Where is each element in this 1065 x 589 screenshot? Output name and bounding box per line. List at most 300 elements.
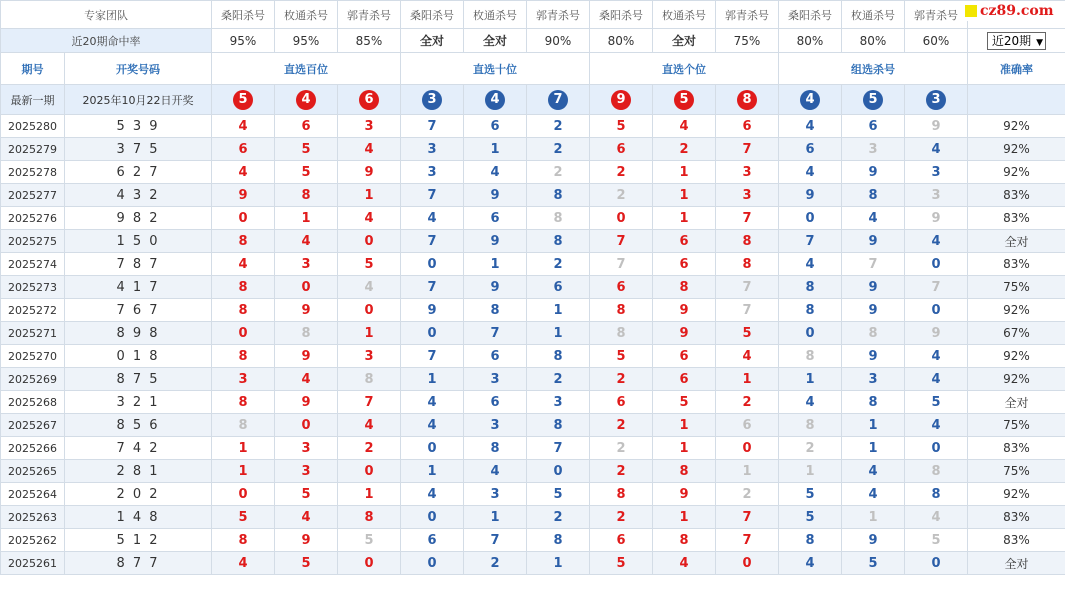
hit-rate: 75% xyxy=(716,29,779,53)
kill-number: 0 xyxy=(716,552,779,575)
kill-number: 4 xyxy=(338,138,401,161)
kill-number: 8 xyxy=(590,322,653,345)
pick-ball: 5 xyxy=(233,90,253,110)
kill-number: 1 xyxy=(527,552,590,575)
expert-name: 枚通杀号 xyxy=(842,1,905,29)
kill-number: 5 xyxy=(338,253,401,276)
period-select-value: 近20期 xyxy=(991,33,1032,48)
kill-number: 7 xyxy=(590,253,653,276)
latest-pick-cell xyxy=(842,85,905,115)
kill-number: 7 xyxy=(905,276,968,299)
pick-ball: 9 xyxy=(611,90,631,110)
accuracy-value: 75% xyxy=(968,414,1065,437)
kill-number: 2 xyxy=(653,138,716,161)
kill-number: 5 xyxy=(590,115,653,138)
kill-number: 2 xyxy=(590,184,653,207)
issue-number: 2025264 xyxy=(1,483,65,506)
hit-rate: 90% xyxy=(527,29,590,53)
group-header: 组选杀号 xyxy=(779,53,968,85)
latest-pick-cell xyxy=(401,85,464,115)
kill-number: 4 xyxy=(905,506,968,529)
kill-number: 8 xyxy=(527,345,590,368)
kill-number: 8 xyxy=(527,230,590,253)
kill-number: 4 xyxy=(275,506,338,529)
hit-rate: 95% xyxy=(275,29,338,53)
draw-header: 开奖号码 xyxy=(65,53,212,85)
latest-pick-cell xyxy=(905,85,968,115)
latest-pick-cell xyxy=(464,85,527,115)
kill-number: 4 xyxy=(212,161,275,184)
kill-number: 6 xyxy=(653,345,716,368)
kill-number: 7 xyxy=(527,437,590,460)
issue-number: 2025274 xyxy=(1,253,65,276)
kill-number: 8 xyxy=(590,483,653,506)
pick-ball: 4 xyxy=(800,90,820,110)
kill-number: 1 xyxy=(716,460,779,483)
issue-number: 2025268 xyxy=(1,391,65,414)
hit-rate-label: 近20期命中率 xyxy=(1,29,212,53)
kill-number: 5 xyxy=(212,506,275,529)
accuracy-value: 92% xyxy=(968,115,1065,138)
issue-number: 2025278 xyxy=(1,161,65,184)
kill-number: 1 xyxy=(401,460,464,483)
table-row xyxy=(1,138,1065,161)
kill-number: 4 xyxy=(338,414,401,437)
period-select[interactable] xyxy=(987,32,1046,50)
kill-number: 2 xyxy=(716,483,779,506)
kill-number: 6 xyxy=(653,230,716,253)
kill-number: 0 xyxy=(401,253,464,276)
kill-number: 8 xyxy=(527,529,590,552)
latest-accuracy-cell xyxy=(968,85,1065,115)
kill-number: 6 xyxy=(653,253,716,276)
kill-number: 0 xyxy=(401,552,464,575)
accuracy-value: 92% xyxy=(968,345,1065,368)
accuracy-value: 全对 xyxy=(968,230,1065,253)
kill-number: 4 xyxy=(275,230,338,253)
table-row xyxy=(1,506,1065,529)
issue-number: 2025266 xyxy=(1,437,65,460)
table-row xyxy=(1,276,1065,299)
kill-number: 1 xyxy=(779,368,842,391)
kill-number: 1 xyxy=(464,253,527,276)
kill-number: 8 xyxy=(905,483,968,506)
expert-name: 郭青杀号 xyxy=(716,1,779,29)
issue-number: 2025277 xyxy=(1,184,65,207)
draw-number: 8 7 7 xyxy=(65,552,212,575)
kill-number: 6 xyxy=(401,529,464,552)
kill-number: 5 xyxy=(905,529,968,552)
kill-number: 6 xyxy=(842,115,905,138)
kill-number: 5 xyxy=(338,529,401,552)
kill-number: 0 xyxy=(338,552,401,575)
kill-number: 9 xyxy=(842,529,905,552)
kill-number: 7 xyxy=(590,230,653,253)
kill-number: 0 xyxy=(590,207,653,230)
hit-rate-row xyxy=(1,29,1065,53)
kill-number: 1 xyxy=(716,368,779,391)
kill-number: 0 xyxy=(779,207,842,230)
table-row xyxy=(1,322,1065,345)
kill-number: 1 xyxy=(464,138,527,161)
draw-number: 3 7 5 xyxy=(65,138,212,161)
brand-square-icon xyxy=(965,5,977,17)
kill-number: 0 xyxy=(275,414,338,437)
kill-number: 8 xyxy=(212,299,275,322)
hit-rate: 全对 xyxy=(401,29,464,53)
accuracy-value: 75% xyxy=(968,460,1065,483)
kill-number: 6 xyxy=(779,138,842,161)
kill-number: 6 xyxy=(464,115,527,138)
expert-name: 桑阳杀号 xyxy=(401,1,464,29)
table-row xyxy=(1,460,1065,483)
kill-number: 6 xyxy=(653,368,716,391)
kill-number: 0 xyxy=(212,322,275,345)
kill-number: 4 xyxy=(212,115,275,138)
hit-rate: 80% xyxy=(842,29,905,53)
draw-number: 4 3 2 xyxy=(65,184,212,207)
issue-number: 2025263 xyxy=(1,506,65,529)
kill-number: 9 xyxy=(842,276,905,299)
kill-number: 0 xyxy=(338,230,401,253)
kill-number: 8 xyxy=(653,276,716,299)
kill-number: 4 xyxy=(842,207,905,230)
hit-rate: 全对 xyxy=(464,29,527,53)
kill-number: 8 xyxy=(464,437,527,460)
kill-number: 8 xyxy=(716,230,779,253)
accuracy-value: 92% xyxy=(968,138,1065,161)
group-header: 直选百位 xyxy=(212,53,401,85)
kill-number: 3 xyxy=(212,368,275,391)
draw-number: 7 4 2 xyxy=(65,437,212,460)
latest-pick-cell xyxy=(275,85,338,115)
kill-number: 1 xyxy=(338,483,401,506)
kill-number: 0 xyxy=(905,437,968,460)
kill-number: 1 xyxy=(275,207,338,230)
draw-number: 7 6 7 xyxy=(65,299,212,322)
kill-number: 1 xyxy=(779,460,842,483)
kill-number: 1 xyxy=(842,437,905,460)
kill-number: 9 xyxy=(842,161,905,184)
kill-number: 6 xyxy=(464,207,527,230)
accuracy-value: 全对 xyxy=(968,552,1065,575)
table-row xyxy=(1,253,1065,276)
kill-number: 8 xyxy=(212,276,275,299)
kill-number: 3 xyxy=(905,184,968,207)
kill-number: 7 xyxy=(464,529,527,552)
kill-number: 9 xyxy=(842,345,905,368)
kill-number: 9 xyxy=(212,184,275,207)
kill-number: 1 xyxy=(527,322,590,345)
kill-number: 2 xyxy=(527,253,590,276)
kill-number: 3 xyxy=(275,460,338,483)
period-select-cell xyxy=(968,29,1065,53)
kill-number: 3 xyxy=(464,414,527,437)
hit-rate: 80% xyxy=(779,29,842,53)
kill-number: 5 xyxy=(842,552,905,575)
kill-number: 7 xyxy=(716,506,779,529)
hit-rate: 85% xyxy=(338,29,401,53)
kill-number: 1 xyxy=(653,414,716,437)
kill-number: 8 xyxy=(779,414,842,437)
kill-number: 0 xyxy=(401,437,464,460)
kill-number: 7 xyxy=(842,253,905,276)
kill-number: 9 xyxy=(401,299,464,322)
brand-logo[interactable] xyxy=(962,1,1065,21)
issue-header: 期号 xyxy=(1,53,65,85)
kill-number: 1 xyxy=(653,506,716,529)
accuracy-value: 92% xyxy=(968,161,1065,184)
table-row xyxy=(1,437,1065,460)
brand-text: cz89.com xyxy=(980,3,1054,19)
kill-number: 8 xyxy=(527,207,590,230)
kill-number: 2 xyxy=(590,368,653,391)
expert-name: 枚通杀号 xyxy=(464,1,527,29)
latest-pick-cell xyxy=(338,85,401,115)
kill-number: 3 xyxy=(716,161,779,184)
kill-number: 3 xyxy=(401,161,464,184)
kill-number: 9 xyxy=(275,529,338,552)
kill-number: 5 xyxy=(275,483,338,506)
kill-number: 4 xyxy=(653,115,716,138)
kill-number: 4 xyxy=(779,391,842,414)
kill-number: 3 xyxy=(464,483,527,506)
kill-number: 7 xyxy=(401,230,464,253)
team-label: 专家团队 xyxy=(1,1,212,29)
kill-number: 8 xyxy=(653,529,716,552)
kill-number: 8 xyxy=(842,322,905,345)
kill-number: 6 xyxy=(590,529,653,552)
table-row xyxy=(1,529,1065,552)
kill-number: 3 xyxy=(842,138,905,161)
pick-ball: 4 xyxy=(296,90,316,110)
pick-ball: 3 xyxy=(422,90,442,110)
kill-number: 8 xyxy=(212,230,275,253)
kill-number: 4 xyxy=(338,207,401,230)
kill-number: 2 xyxy=(527,138,590,161)
draw-number: 7 8 7 xyxy=(65,253,212,276)
accuracy-value: 83% xyxy=(968,529,1065,552)
kill-number: 9 xyxy=(905,322,968,345)
kill-number: 7 xyxy=(716,276,779,299)
kill-number: 2 xyxy=(779,437,842,460)
kill-number: 8 xyxy=(275,184,338,207)
expert-name: 枚通杀号 xyxy=(653,1,716,29)
kill-number: 9 xyxy=(464,276,527,299)
accuracy-value: 全对 xyxy=(968,391,1065,414)
kill-number: 4 xyxy=(905,345,968,368)
kill-number: 4 xyxy=(779,552,842,575)
kill-number: 7 xyxy=(716,529,779,552)
kill-number: 6 xyxy=(527,276,590,299)
kill-number: 4 xyxy=(653,552,716,575)
kill-number: 2 xyxy=(590,414,653,437)
issue-number: 2025262 xyxy=(1,529,65,552)
accuracy-value: 83% xyxy=(968,184,1065,207)
kill-number: 8 xyxy=(527,184,590,207)
kill-number: 2 xyxy=(527,506,590,529)
issue-number: 2025265 xyxy=(1,460,65,483)
kill-number: 8 xyxy=(779,299,842,322)
accuracy-value: 83% xyxy=(968,253,1065,276)
kill-number: 9 xyxy=(464,184,527,207)
accuracy-value: 92% xyxy=(968,299,1065,322)
kill-number: 0 xyxy=(716,437,779,460)
kill-number: 2 xyxy=(590,506,653,529)
kill-number: 9 xyxy=(275,345,338,368)
kill-number: 6 xyxy=(716,414,779,437)
pick-ball: 4 xyxy=(485,90,505,110)
accuracy-value: 92% xyxy=(968,483,1065,506)
latest-pick-cell xyxy=(716,85,779,115)
issue-number: 2025273 xyxy=(1,276,65,299)
accuracy-value: 83% xyxy=(968,437,1065,460)
latest-draw-date: 2025年10月22日开奖 xyxy=(65,85,212,115)
expert-header-row xyxy=(1,1,1065,29)
kill-number: 4 xyxy=(275,368,338,391)
kill-number: 1 xyxy=(212,460,275,483)
kill-number: 3 xyxy=(842,368,905,391)
kill-number: 1 xyxy=(464,506,527,529)
kill-number: 4 xyxy=(842,483,905,506)
kill-number: 8 xyxy=(212,391,275,414)
latest-pick-cell xyxy=(590,85,653,115)
kill-number: 7 xyxy=(401,276,464,299)
expert-name: 郭青杀号 xyxy=(905,1,968,29)
kill-number: 4 xyxy=(338,276,401,299)
kill-number: 4 xyxy=(401,207,464,230)
table-row xyxy=(1,230,1065,253)
kill-number: 3 xyxy=(527,391,590,414)
table-row xyxy=(1,391,1065,414)
kill-number: 8 xyxy=(716,253,779,276)
kill-number: 5 xyxy=(590,345,653,368)
kill-number: 4 xyxy=(212,552,275,575)
draw-number: 3 2 1 xyxy=(65,391,212,414)
kill-number: 3 xyxy=(464,368,527,391)
draw-number: 5 3 9 xyxy=(65,115,212,138)
kill-number: 8 xyxy=(464,299,527,322)
latest-pick-cell xyxy=(527,85,590,115)
kill-number: 0 xyxy=(779,322,842,345)
kill-number: 7 xyxy=(401,184,464,207)
kill-number: 7 xyxy=(716,138,779,161)
kill-number: 4 xyxy=(212,253,275,276)
kill-number: 9 xyxy=(653,322,716,345)
accuracy-value: 83% xyxy=(968,207,1065,230)
kill-number: 3 xyxy=(905,161,968,184)
kill-number: 3 xyxy=(275,437,338,460)
chevron-down-icon: ▼ xyxy=(1036,37,1044,48)
kill-number: 4 xyxy=(779,115,842,138)
kill-number: 0 xyxy=(212,483,275,506)
kill-number: 1 xyxy=(653,437,716,460)
kill-number: 4 xyxy=(464,460,527,483)
table-row xyxy=(1,161,1065,184)
accuracy-header: 准确率 xyxy=(968,53,1065,85)
draw-number: 0 1 8 xyxy=(65,345,212,368)
kill-number: 1 xyxy=(338,184,401,207)
table-row xyxy=(1,345,1065,368)
kill-number: 1 xyxy=(653,207,716,230)
kill-number: 3 xyxy=(275,253,338,276)
kill-number: 9 xyxy=(275,299,338,322)
kill-number: 5 xyxy=(779,483,842,506)
kill-number: 1 xyxy=(842,506,905,529)
accuracy-value: 75% xyxy=(968,276,1065,299)
kill-number: 9 xyxy=(779,184,842,207)
kill-number: 8 xyxy=(212,345,275,368)
accuracy-value: 92% xyxy=(968,368,1065,391)
kill-number: 5 xyxy=(716,322,779,345)
latest-issue-label: 最新一期 xyxy=(1,85,65,115)
table-row xyxy=(1,207,1065,230)
kill-number: 8 xyxy=(653,460,716,483)
kill-number: 4 xyxy=(905,138,968,161)
kill-number: 1 xyxy=(212,437,275,460)
kill-number: 2 xyxy=(527,115,590,138)
latest-issue-row xyxy=(1,85,1065,115)
kill-number: 8 xyxy=(527,414,590,437)
kill-number: 7 xyxy=(716,299,779,322)
kill-number: 3 xyxy=(401,138,464,161)
pick-ball: 5 xyxy=(863,90,883,110)
table-row xyxy=(1,299,1065,322)
kill-number: 8 xyxy=(212,414,275,437)
issue-number: 2025271 xyxy=(1,322,65,345)
kill-number: 9 xyxy=(653,483,716,506)
table-row xyxy=(1,368,1065,391)
kill-number: 2 xyxy=(338,437,401,460)
expert-name: 郭青杀号 xyxy=(527,1,590,29)
kill-number: 4 xyxy=(905,368,968,391)
table-row xyxy=(1,552,1065,575)
kill-number: 5 xyxy=(779,506,842,529)
pick-ball: 6 xyxy=(359,90,379,110)
kill-number: 7 xyxy=(464,322,527,345)
kill-number: 4 xyxy=(401,483,464,506)
kill-number: 2 xyxy=(527,368,590,391)
kill-number: 9 xyxy=(338,161,401,184)
pick-ball: 7 xyxy=(548,90,568,110)
kill-number: 4 xyxy=(464,161,527,184)
kill-number: 5 xyxy=(590,552,653,575)
kill-number: 1 xyxy=(401,368,464,391)
kill-number: 5 xyxy=(275,138,338,161)
kill-number: 8 xyxy=(779,276,842,299)
kill-number: 6 xyxy=(275,115,338,138)
table-row xyxy=(1,184,1065,207)
accuracy-value: 83% xyxy=(968,506,1065,529)
kill-number: 8 xyxy=(779,529,842,552)
kill-number: 9 xyxy=(464,230,527,253)
kill-number: 7 xyxy=(401,115,464,138)
draw-number: 1 4 8 xyxy=(65,506,212,529)
expert-name: 枚通杀号 xyxy=(275,1,338,29)
draw-number: 2 0 2 xyxy=(65,483,212,506)
kill-number: 6 xyxy=(590,276,653,299)
kill-number: 9 xyxy=(905,115,968,138)
kill-number: 0 xyxy=(905,253,968,276)
kill-number: 0 xyxy=(905,552,968,575)
issue-number: 2025269 xyxy=(1,368,65,391)
kill-number: 6 xyxy=(212,138,275,161)
kill-number: 1 xyxy=(338,322,401,345)
expert-name: 桑阳杀号 xyxy=(590,1,653,29)
kill-number: 1 xyxy=(653,161,716,184)
kill-number: 8 xyxy=(590,299,653,322)
latest-pick-cell xyxy=(653,85,716,115)
